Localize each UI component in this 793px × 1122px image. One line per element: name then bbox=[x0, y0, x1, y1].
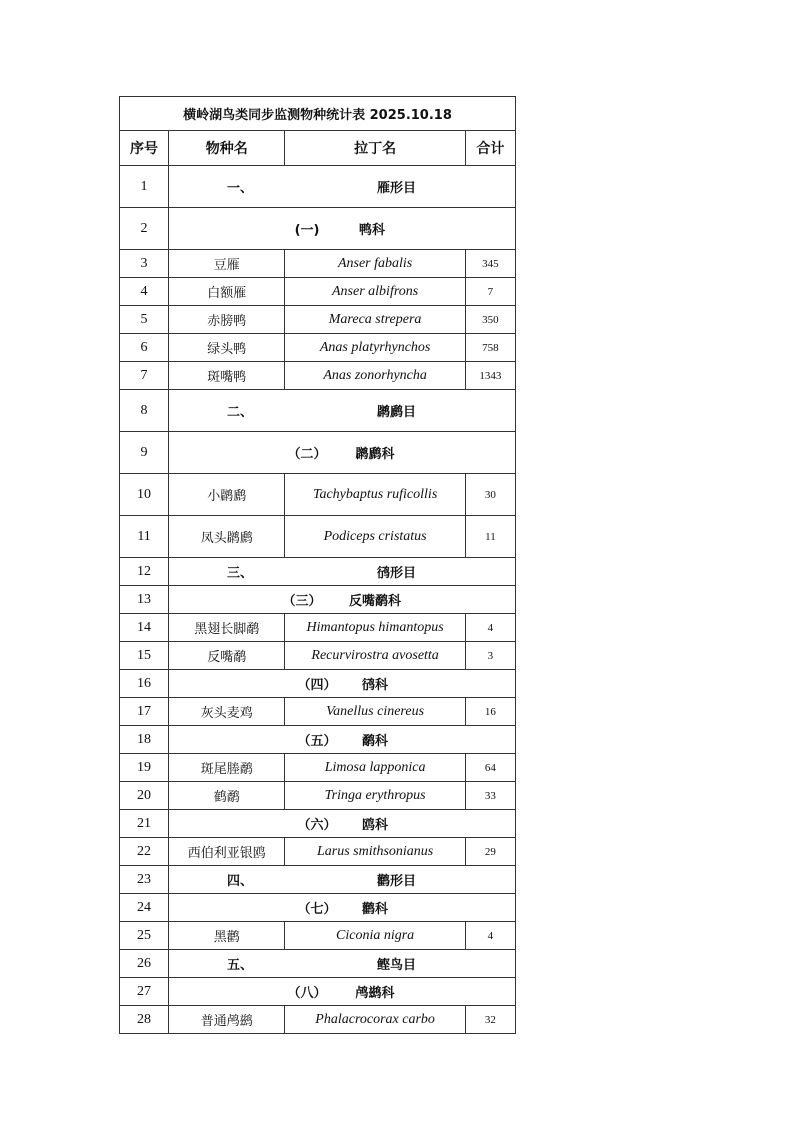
order-number: 一、 bbox=[227, 181, 254, 196]
row-number: 25 bbox=[120, 922, 169, 950]
order-number: 三、 bbox=[227, 566, 254, 581]
row-number: 4 bbox=[120, 278, 169, 306]
order-row bbox=[120, 166, 516, 208]
species-name: 灰头麦鸡 bbox=[169, 698, 285, 726]
order-cell bbox=[169, 950, 516, 978]
row-number: 17 bbox=[120, 698, 169, 726]
family-row bbox=[120, 810, 516, 838]
family-cell bbox=[169, 670, 516, 698]
order-cell bbox=[169, 558, 516, 586]
family-row bbox=[120, 670, 516, 698]
family-label: 䴙䴘科 bbox=[355, 447, 395, 462]
family-cell bbox=[169, 208, 516, 250]
species-row bbox=[120, 754, 516, 782]
species-name: 凤头䴙䴘 bbox=[169, 516, 285, 558]
species-name: 斑尾塍鹬 bbox=[169, 754, 285, 782]
row-number: 16 bbox=[120, 670, 169, 698]
species-row bbox=[120, 306, 516, 334]
species-count: 16 bbox=[465, 698, 515, 726]
row-number: 3 bbox=[120, 250, 169, 278]
species-latin: Himantopus himantopus bbox=[285, 614, 465, 642]
species-count: 4 bbox=[465, 614, 515, 642]
row-number: 28 bbox=[120, 1006, 169, 1034]
row-number: 15 bbox=[120, 642, 169, 670]
species-latin: Ciconia nigra bbox=[285, 922, 465, 950]
order-label: 䴙䴘目 bbox=[377, 405, 417, 420]
row-number: 14 bbox=[120, 614, 169, 642]
species-name: 西伯利亚银鸥 bbox=[169, 838, 285, 866]
species-count: 758 bbox=[465, 334, 515, 362]
family-number: (一) bbox=[294, 223, 320, 238]
row-number: 9 bbox=[120, 432, 169, 474]
order-label: 鸻形目 bbox=[377, 566, 417, 581]
species-name: 普通鸬鹚 bbox=[169, 1006, 285, 1034]
row-number: 19 bbox=[120, 754, 169, 782]
row-number: 2 bbox=[120, 208, 169, 250]
order-row bbox=[120, 866, 516, 894]
species-name: 鹤鹬 bbox=[169, 782, 285, 810]
family-number: （五） bbox=[297, 734, 337, 749]
species-latin: Podiceps cristatus bbox=[285, 516, 465, 558]
row-number: 20 bbox=[120, 782, 169, 810]
species-count: 29 bbox=[465, 838, 515, 866]
family-label: 鸭科 bbox=[359, 223, 386, 238]
row-number: 22 bbox=[120, 838, 169, 866]
species-count: 4 bbox=[465, 922, 515, 950]
species-row bbox=[120, 516, 516, 558]
row-number: 10 bbox=[120, 474, 169, 516]
species-count: 350 bbox=[465, 306, 515, 334]
species-name: 黑鹳 bbox=[169, 922, 285, 950]
species-row bbox=[120, 334, 516, 362]
row-number: 6 bbox=[120, 334, 169, 362]
row-number: 5 bbox=[120, 306, 169, 334]
species-name: 斑嘴鸭 bbox=[169, 362, 285, 390]
species-latin: Limosa lapponica bbox=[285, 754, 465, 782]
family-cell bbox=[169, 586, 516, 614]
species-row bbox=[120, 922, 516, 950]
table-header-row bbox=[120, 131, 516, 166]
family-label: 鸥科 bbox=[362, 818, 389, 833]
order-number: 四、 bbox=[227, 874, 254, 889]
table-title-row bbox=[120, 97, 516, 131]
row-number: 21 bbox=[120, 810, 169, 838]
species-name: 豆雁 bbox=[169, 250, 285, 278]
species-count: 30 bbox=[465, 474, 515, 516]
family-row bbox=[120, 586, 516, 614]
order-label: 雁形目 bbox=[377, 181, 417, 196]
species-latin: Anser fabalis bbox=[285, 250, 465, 278]
family-label: 鸬鹚科 bbox=[355, 986, 395, 1001]
order-cell bbox=[169, 390, 516, 432]
family-number: （三） bbox=[282, 594, 322, 609]
species-row bbox=[120, 642, 516, 670]
family-cell bbox=[169, 978, 516, 1006]
species-count: 33 bbox=[465, 782, 515, 810]
row-number: 13 bbox=[120, 586, 169, 614]
species-row bbox=[120, 698, 516, 726]
header-latin: 拉丁名 bbox=[285, 131, 465, 166]
order-cell bbox=[169, 166, 516, 208]
order-row bbox=[120, 950, 516, 978]
bird-survey-table bbox=[119, 96, 516, 1034]
species-count: 1343 bbox=[465, 362, 515, 390]
species-latin: Anas platyrhynchos bbox=[285, 334, 465, 362]
header-count: 合计 bbox=[465, 131, 515, 166]
family-cell bbox=[169, 810, 516, 838]
species-row bbox=[120, 614, 516, 642]
species-row bbox=[120, 474, 516, 516]
family-label: 鹳科 bbox=[362, 902, 389, 917]
species-count: 11 bbox=[465, 516, 515, 558]
species-count: 64 bbox=[465, 754, 515, 782]
species-latin: Anas zonorhyncha bbox=[285, 362, 465, 390]
species-name: 反嘴鹬 bbox=[169, 642, 285, 670]
species-name: 黑翅长脚鹬 bbox=[169, 614, 285, 642]
order-row bbox=[120, 558, 516, 586]
species-name: 小䴙䴘 bbox=[169, 474, 285, 516]
species-latin: Larus smithsonianus bbox=[285, 838, 465, 866]
species-latin: Tachybaptus ruficollis bbox=[285, 474, 465, 516]
row-number: 18 bbox=[120, 726, 169, 754]
species-count: 32 bbox=[465, 1006, 515, 1034]
row-number: 7 bbox=[120, 362, 169, 390]
row-number: 27 bbox=[120, 978, 169, 1006]
family-number: （二） bbox=[287, 447, 327, 462]
family-number: （七） bbox=[297, 902, 337, 917]
family-cell bbox=[169, 432, 516, 474]
species-row bbox=[120, 362, 516, 390]
header-no: 序号 bbox=[120, 131, 169, 166]
family-number: （六） bbox=[297, 818, 337, 833]
order-number: 二、 bbox=[227, 405, 254, 420]
species-latin: Anser albifrons bbox=[285, 278, 465, 306]
family-number: （八） bbox=[287, 986, 327, 1001]
species-row bbox=[120, 838, 516, 866]
row-number: 8 bbox=[120, 390, 169, 432]
row-number: 1 bbox=[120, 166, 169, 208]
order-label: 鹳形目 bbox=[377, 874, 417, 889]
species-latin: Vanellus cinereus bbox=[285, 698, 465, 726]
order-row bbox=[120, 390, 516, 432]
family-label: 鹬科 bbox=[362, 734, 389, 749]
family-label: 反嘴鹬科 bbox=[349, 594, 402, 609]
species-name: 白额雁 bbox=[169, 278, 285, 306]
family-row bbox=[120, 726, 516, 754]
species-count: 7 bbox=[465, 278, 515, 306]
species-latin: Recurvirostra avosetta bbox=[285, 642, 465, 670]
species-count: 345 bbox=[465, 250, 515, 278]
species-row bbox=[120, 782, 516, 810]
species-latin: Mareca strepera bbox=[285, 306, 465, 334]
header-name: 物种名 bbox=[169, 131, 285, 166]
species-name: 赤膀鸭 bbox=[169, 306, 285, 334]
row-number: 26 bbox=[120, 950, 169, 978]
species-row bbox=[120, 1006, 516, 1034]
family-label: 鸻科 bbox=[362, 678, 389, 693]
family-cell bbox=[169, 726, 516, 754]
row-number: 24 bbox=[120, 894, 169, 922]
order-label: 鲣鸟目 bbox=[377, 958, 417, 973]
species-row bbox=[120, 278, 516, 306]
species-name: 绿头鸭 bbox=[169, 334, 285, 362]
species-row bbox=[120, 250, 516, 278]
species-latin: Tringa erythropus bbox=[285, 782, 465, 810]
table-title: 横岭湖鸟类同步监测物种统计表 2025.10.18 bbox=[120, 97, 516, 131]
order-cell bbox=[169, 866, 516, 894]
family-row bbox=[120, 432, 516, 474]
family-row bbox=[120, 978, 516, 1006]
row-number: 12 bbox=[120, 558, 169, 586]
row-number: 11 bbox=[120, 516, 169, 558]
species-latin: Phalacrocorax carbo bbox=[285, 1006, 465, 1034]
family-cell bbox=[169, 894, 516, 922]
order-number: 五、 bbox=[227, 958, 254, 973]
row-number: 23 bbox=[120, 866, 169, 894]
species-count: 3 bbox=[465, 642, 515, 670]
family-row bbox=[120, 894, 516, 922]
family-row bbox=[120, 208, 516, 250]
family-number: （四） bbox=[297, 678, 337, 693]
